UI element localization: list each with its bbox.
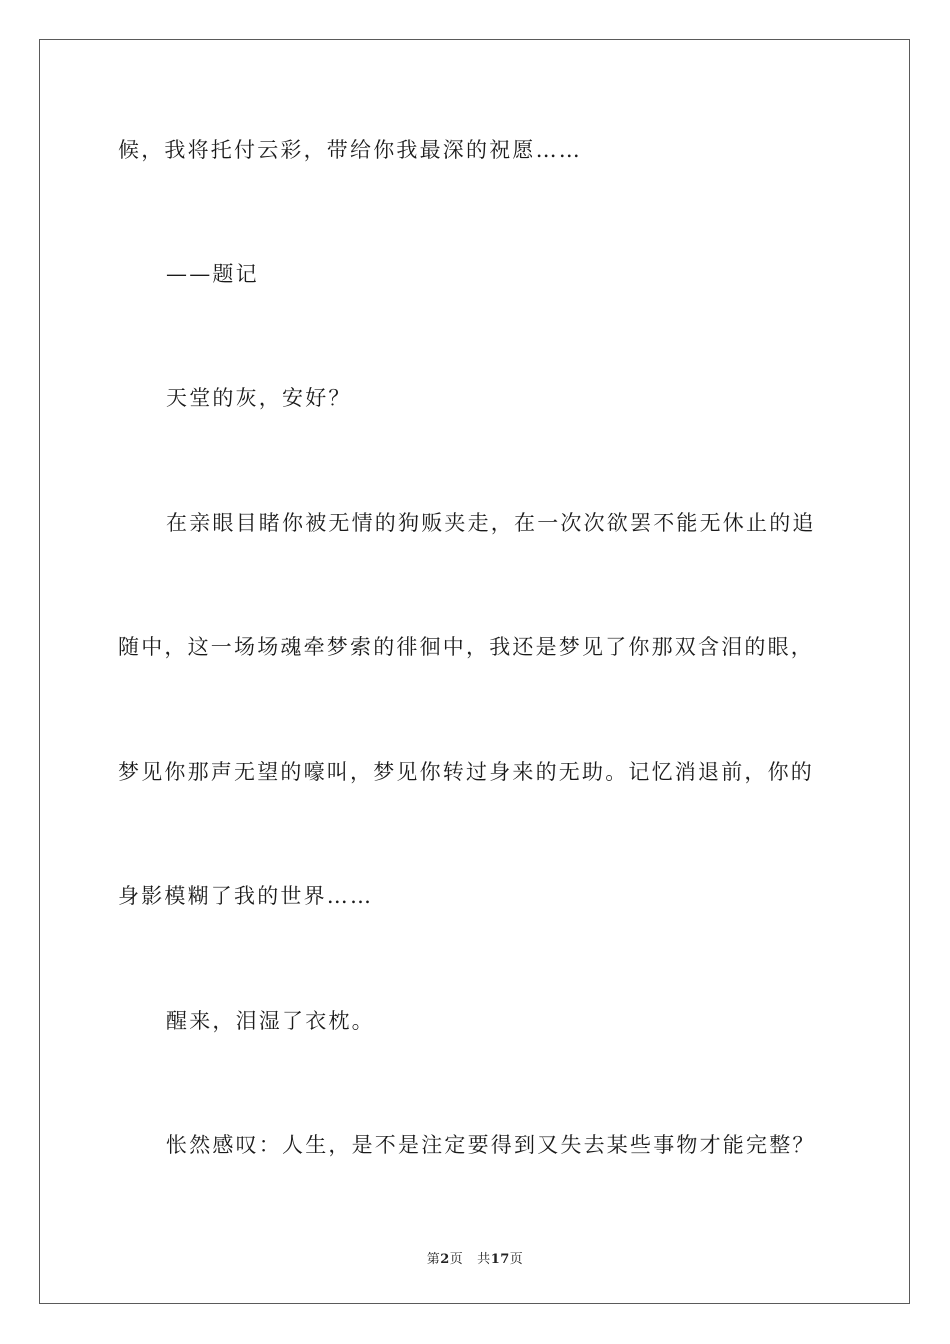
total-prefix: 共 [477,1252,491,1267]
text-line: 身影模糊了我的世界…… [118,884,374,908]
total-pages: 17 [490,1252,510,1267]
page-number: 2 [440,1252,450,1267]
paragraph-line: 在亲眼目睹你被无情的狗贩夹走，在一次次欲罢不能无休止的追 [166,511,816,535]
paragraph-line: 醒来，泪湿了衣枕。 [166,1009,375,1033]
paragraph-line: 怅然感叹：人生，是不是注定要得到又失去某些事物才能完整？ [166,1133,816,1157]
text-line: 候，我将托付云彩，带给你我最深的祝愿…… [118,138,582,162]
epigraph-attribution: ——题记 [166,262,259,286]
page-prefix: 第 [426,1252,441,1267]
total-suffix: 页 [509,1252,524,1267]
page-footer [0,1248,950,1267]
text-line: 梦见你那声无望的嚎叫，梦见你转过身来的无助。记忆消退前，你的 [118,760,814,784]
paragraph-line: 天堂的灰，安好？ [166,386,352,410]
text-line: 随中，这一场场魂牵梦索的徘徊中，我还是梦见了你那双含泪的眼， [118,635,814,659]
page-suffix: 页 [449,1252,464,1267]
page-border [39,39,910,1304]
